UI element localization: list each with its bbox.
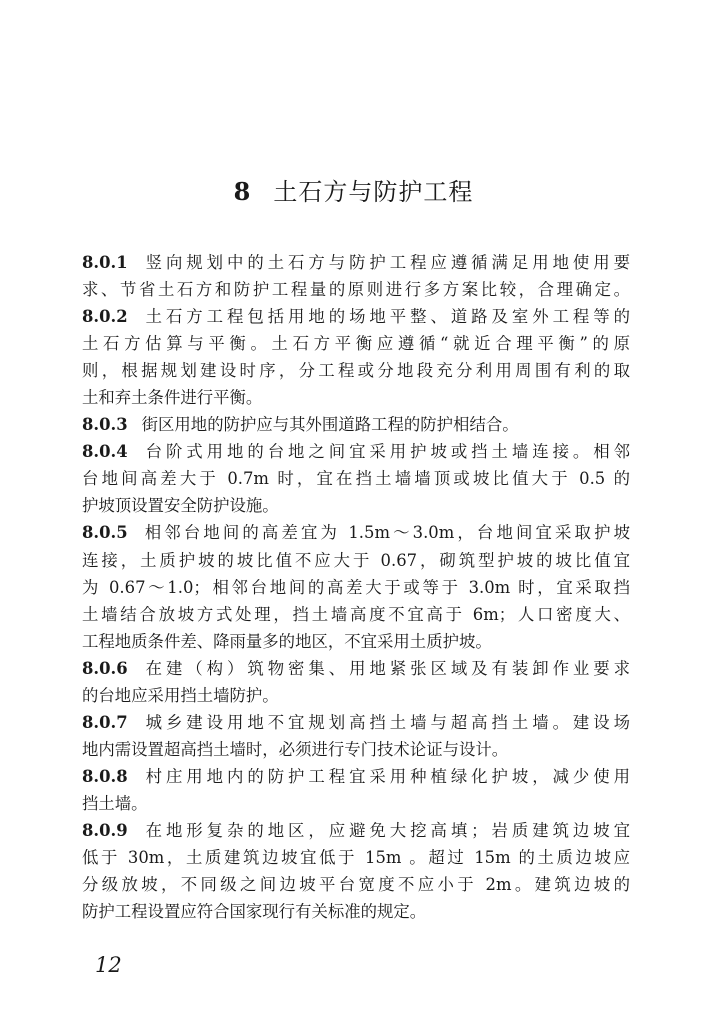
clause-text: 相邻台地间的高差宜为 1.5m～3.0m，台地间宜采取护坡 xyxy=(141,523,630,543)
clause-number: 8.0.9 xyxy=(82,820,128,840)
clause-text: 台阶式用地的台地之间宜采用护坡或挡土墙连接。相邻 xyxy=(141,442,630,462)
clause-8-0-5-line-3: 为 0.67～1.0；相邻台地间的高差大于或等于 3.0m 时，宜采取挡 xyxy=(82,577,630,597)
chapter-title xyxy=(0,172,707,207)
clause-number: 8.0.2 xyxy=(82,307,128,327)
clause-8-0-6-line-2: 的台地应采用挡土墙防护。 xyxy=(82,685,279,705)
clause-8-0-1-line-1 xyxy=(82,249,630,276)
clause-text: 在建（构）筑物密集、用地紧张区域及有装卸作业要求 xyxy=(141,658,630,678)
clause-8-0-5-line-5: 工程地质条件差、降雨量多的地区，不宜采用土质护坡。 xyxy=(82,631,492,651)
clause-text: 土石方工程包括用地的场地平整、道路及室外工程等的 xyxy=(141,307,630,327)
clause-list xyxy=(82,249,630,925)
page-number: 12 xyxy=(95,953,122,977)
clause-8-0-9-line-3: 分级放坡，不同级之间边坡平台宽度不应小于 2m。建筑边坡的 xyxy=(82,875,630,895)
clause-8-0-1-line-2: 求、节省土石方和防护工程量的原则进行多方案比较，合理确定。 xyxy=(82,280,630,300)
clause-number: 8.0.6 xyxy=(82,658,128,678)
clause-8-0-4-line-1 xyxy=(82,438,630,465)
clause-text: 竖向规划中的土石方与防护工程应遵循满足用地使用要 xyxy=(141,253,630,272)
clause-text: 街区用地的防护应与其外围道路工程的防护相结合。 xyxy=(141,415,519,435)
clause-number: 8.0.5 xyxy=(82,523,128,543)
clause-8-0-8-line-2: 挡土墙。 xyxy=(82,793,148,813)
clause-8-0-9-line-1 xyxy=(82,817,630,844)
chapter-number: 8 xyxy=(233,177,252,206)
clause-text: 在地形复杂的地区，应避免大挖高填；岩质建筑边坡宜 xyxy=(141,820,630,840)
clause-8-0-7-line-2: 地内需设置超高挡土墙时，必须进行专门技术论证与设计。 xyxy=(82,739,509,759)
clause-8-0-3-line-1 xyxy=(82,411,630,438)
clause-8-0-2-line-3: 则，根据规划建设时序，分工程或分地段充分利用周围有利的取 xyxy=(82,361,630,381)
clause-text: 村庄用地内的防护工程宜采用种植绿化护坡，减少使用 xyxy=(141,766,630,786)
clause-number: 8.0.8 xyxy=(82,766,128,786)
clause-8-0-8-line-1 xyxy=(82,763,630,790)
chapter-title-text: 土石方与防护工程 xyxy=(273,178,474,206)
clause-number: 8.0.3 xyxy=(82,415,128,435)
clause-8-0-5-line-2: 连接，土质护坡的坡比值不应大于 0.67，砌筑型护坡的坡比值宜 xyxy=(82,550,630,570)
clause-number: 8.0.4 xyxy=(82,442,128,462)
clause-text: 城乡建设用地不宜规划高挡土墙与超高挡土墙。建设场 xyxy=(141,712,630,732)
clause-number: 8.0.7 xyxy=(82,712,128,732)
clause-number: 8.0.1 xyxy=(82,253,128,272)
clause-8-0-2-line-4: 土和弃土条件进行平衡。 xyxy=(82,388,263,408)
clause-8-0-5-line-1 xyxy=(82,519,630,546)
clause-8-0-2-line-1 xyxy=(82,303,630,330)
clause-8-0-7-line-1 xyxy=(82,709,630,736)
clause-8-0-6-line-1 xyxy=(82,655,630,682)
clause-8-0-9-line-2: 低于 30m，土质建筑边坡宜低于 15m 。超过 15m 的土质边坡应 xyxy=(82,848,630,868)
clause-8-0-2-line-2: 土石方估算与平衡。土石方平衡应遵循“就近合理平衡”的原 xyxy=(82,334,630,354)
clause-8-0-4-line-3: 护坡顶设置安全防护设施。 xyxy=(82,496,279,516)
clause-8-0-5-line-4: 土墙结合放坡方式处理，挡土墙高度不宜高于 6m；人口密度大、 xyxy=(82,604,630,624)
clause-8-0-9-line-4: 防护工程设置应符合国家现行有关标准的规定。 xyxy=(82,902,427,922)
clause-8-0-4-line-2: 台地间高差大于 0.7m 时，宜在挡土墙墙顶或坡比值大于 0.5 的 xyxy=(82,469,630,489)
